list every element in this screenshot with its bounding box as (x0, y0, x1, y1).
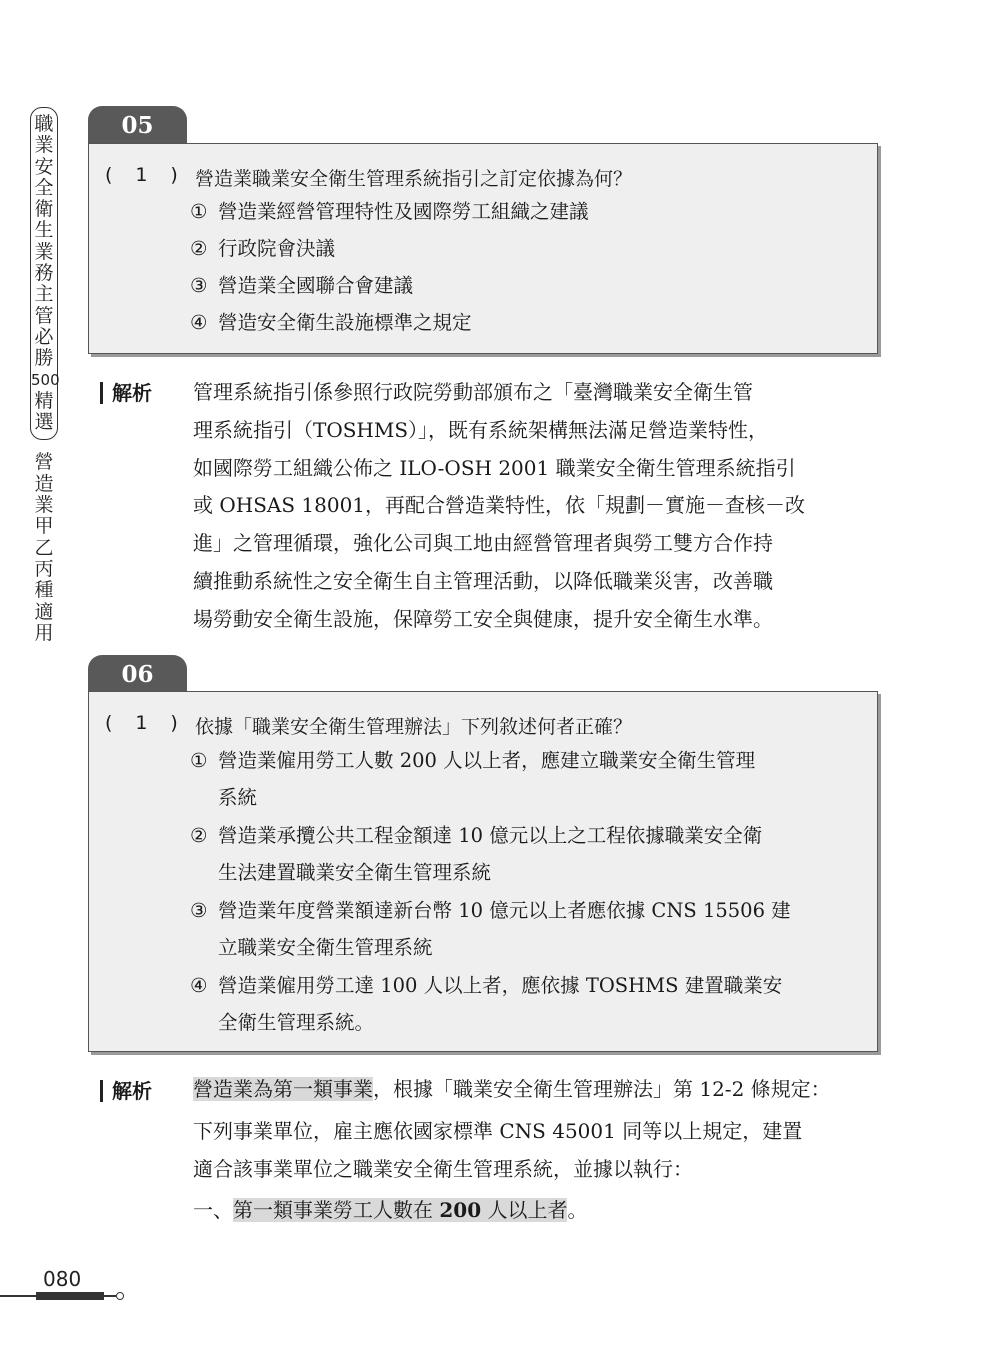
page-number: 080 (43, 1267, 82, 1291)
footer-line (0, 1295, 36, 1297)
answer-value: 1 (135, 164, 148, 186)
side-char: 勝 (34, 347, 54, 370)
option-4 (190, 304, 865, 341)
side-char: 營 (34, 451, 54, 474)
side-char: 甲 (34, 515, 54, 538)
footer-line (104, 1295, 116, 1297)
highlight (233, 1198, 567, 1222)
option-mark: ④ (190, 311, 208, 334)
analysis-line: 如國際勞工組織公佈之 ILO-OSH 2001 職業安全衛生管理系統指引 (193, 455, 796, 480)
paren-open: ( (105, 164, 113, 186)
option-text-cont: 系統 (218, 786, 258, 809)
analysis-text: ，根據「職業安全衛生管理辦法」第 12-2 條規定： (373, 1077, 831, 1101)
option-1 (190, 193, 865, 230)
side-char: 管 (34, 304, 54, 327)
option-mark: ③ (190, 899, 208, 922)
highlight-number: 200 (439, 1198, 482, 1223)
question-text: 營造業職業安全衛生管理系統指引之訂定依據為何？ (195, 168, 633, 190)
side-char: 全 (34, 176, 54, 199)
side-char: 丙 (34, 557, 54, 580)
side-title-book (30, 107, 58, 440)
side-char: 適 (34, 600, 54, 623)
analysis-label: 解析 (100, 1080, 152, 1102)
option-text: 營造業僱用勞工達 100 人以上者，應依據 TOSHMS 建置職業安 (218, 974, 783, 997)
option-3 (190, 267, 865, 304)
option-text: 營造業僱用勞工人數 200 人以上者，應建立職業安全衛生管理 (218, 749, 756, 772)
option-text: 行政院會決議 (218, 237, 336, 260)
side-char: 用 (34, 621, 54, 644)
option-text: 營造業年度營業額達新台幣 10 億元以上者應依據 CNS 15506 建 (218, 899, 791, 922)
analysis-line: 理系統指引（TOSHMS）」，既有系統架構無法滿足營造業特性， (193, 417, 769, 442)
option-1 (190, 742, 865, 816)
answer-paren (105, 712, 178, 734)
analysis-line: 下列事業單位，雇主應依國家標準 CNS 45001 同等以上規定，建置 (193, 1118, 803, 1143)
side-char: 造 (34, 472, 54, 495)
option-text: 營造業承攬公共工程金額達 10 億元以上之工程依據職業安全衛 (218, 824, 763, 847)
side-char: 職 (34, 113, 54, 135)
side-char: 選 (34, 411, 54, 434)
side-title-subtitle (30, 452, 58, 644)
analysis-line: 管理系統指引係參照行政院勞動部頒布之「臺灣職業安全衛生管 (193, 380, 753, 404)
side-char: 種 (34, 579, 54, 602)
option-mark: ② (190, 237, 208, 260)
option-2 (190, 817, 865, 891)
side-char: 生 (34, 219, 54, 242)
option-text: 營造業經營管理特性及國際勞工組織之建議 (218, 200, 589, 223)
analysis-line: 進」之管理循環，強化公司與工地由經營管理者與勞工雙方合作持 (193, 531, 773, 556)
option-mark: ③ (190, 274, 208, 297)
option-3 (190, 892, 865, 966)
side-char: 精 (34, 389, 54, 412)
analysis-line: 場勞動安全衛生設施，保障勞工安全與健康，提升安全衛生水準。 (193, 606, 773, 631)
option-4 (190, 967, 865, 1041)
analysis-text: 一、 (193, 1198, 233, 1223)
analysis-body (193, 1071, 883, 1230)
analysis-line: 續推動系統性之安全衛生自主管理活動，以降低職業災害，改善職 (193, 568, 773, 593)
option-mark: ① (190, 749, 208, 772)
footer-bar (36, 1292, 104, 1300)
option-2 (190, 230, 865, 267)
paren-close: ) (170, 712, 178, 734)
side-title (30, 107, 58, 644)
question-box (88, 691, 878, 1052)
side-char: 業 (34, 134, 54, 157)
analysis-line (193, 1192, 883, 1230)
answer-value: 1 (135, 712, 148, 734)
option-text-cont: 全衛生管理系統。 (218, 1011, 375, 1034)
side-char: 業 (34, 240, 54, 263)
analysis-label: 解析 (100, 382, 152, 404)
highlight: 營造業為第一類事業 (193, 1077, 373, 1101)
side-char: 業 (34, 494, 54, 517)
paren-close: ) (170, 164, 178, 186)
analysis-line: 或 OHSAS 18001，再配合營造業特性，依「規劃－實施－查核－改 (193, 493, 806, 518)
option-mark: ④ (190, 974, 208, 997)
analysis-line: 適合該事業單位之職業安全衛生管理系統，並據以執行： (193, 1156, 693, 1181)
option-mark: ② (190, 824, 208, 847)
option-text-cont: 立職業安全衛生管理系統 (218, 936, 433, 959)
side-char: 安 (34, 155, 54, 178)
highlight-text: 第一類事業勞工人數在 (233, 1198, 440, 1223)
analysis-text: 。 (567, 1198, 588, 1223)
footer-dot (116, 1292, 124, 1300)
option-text: 營造業全國聯合會建議 (218, 274, 414, 297)
side-char: 乙 (34, 536, 54, 559)
analysis-line (193, 1071, 883, 1109)
side-char: 500 (31, 370, 60, 389)
question-box (88, 143, 878, 354)
question-number-tab: 05 (88, 106, 187, 144)
analysis-body (193, 374, 883, 639)
side-char: 務 (34, 262, 54, 285)
highlight-text: 人以上者 (481, 1198, 568, 1223)
option-mark: ① (190, 200, 208, 223)
question-text: 依據「職業安全衛生管理辦法」下列敘述何者正確？ (195, 716, 633, 738)
side-char: 主 (34, 283, 54, 306)
paren-open: ( (105, 712, 113, 734)
side-char: 必 (34, 325, 54, 348)
answer-paren (105, 164, 178, 186)
option-text: 營造安全衛生設施標準之規定 (218, 311, 472, 334)
question-number-tab: 06 (88, 655, 187, 693)
option-text-cont: 生法建置職業安全衛生管理系統 (218, 861, 492, 884)
side-char: 衛 (34, 198, 54, 221)
